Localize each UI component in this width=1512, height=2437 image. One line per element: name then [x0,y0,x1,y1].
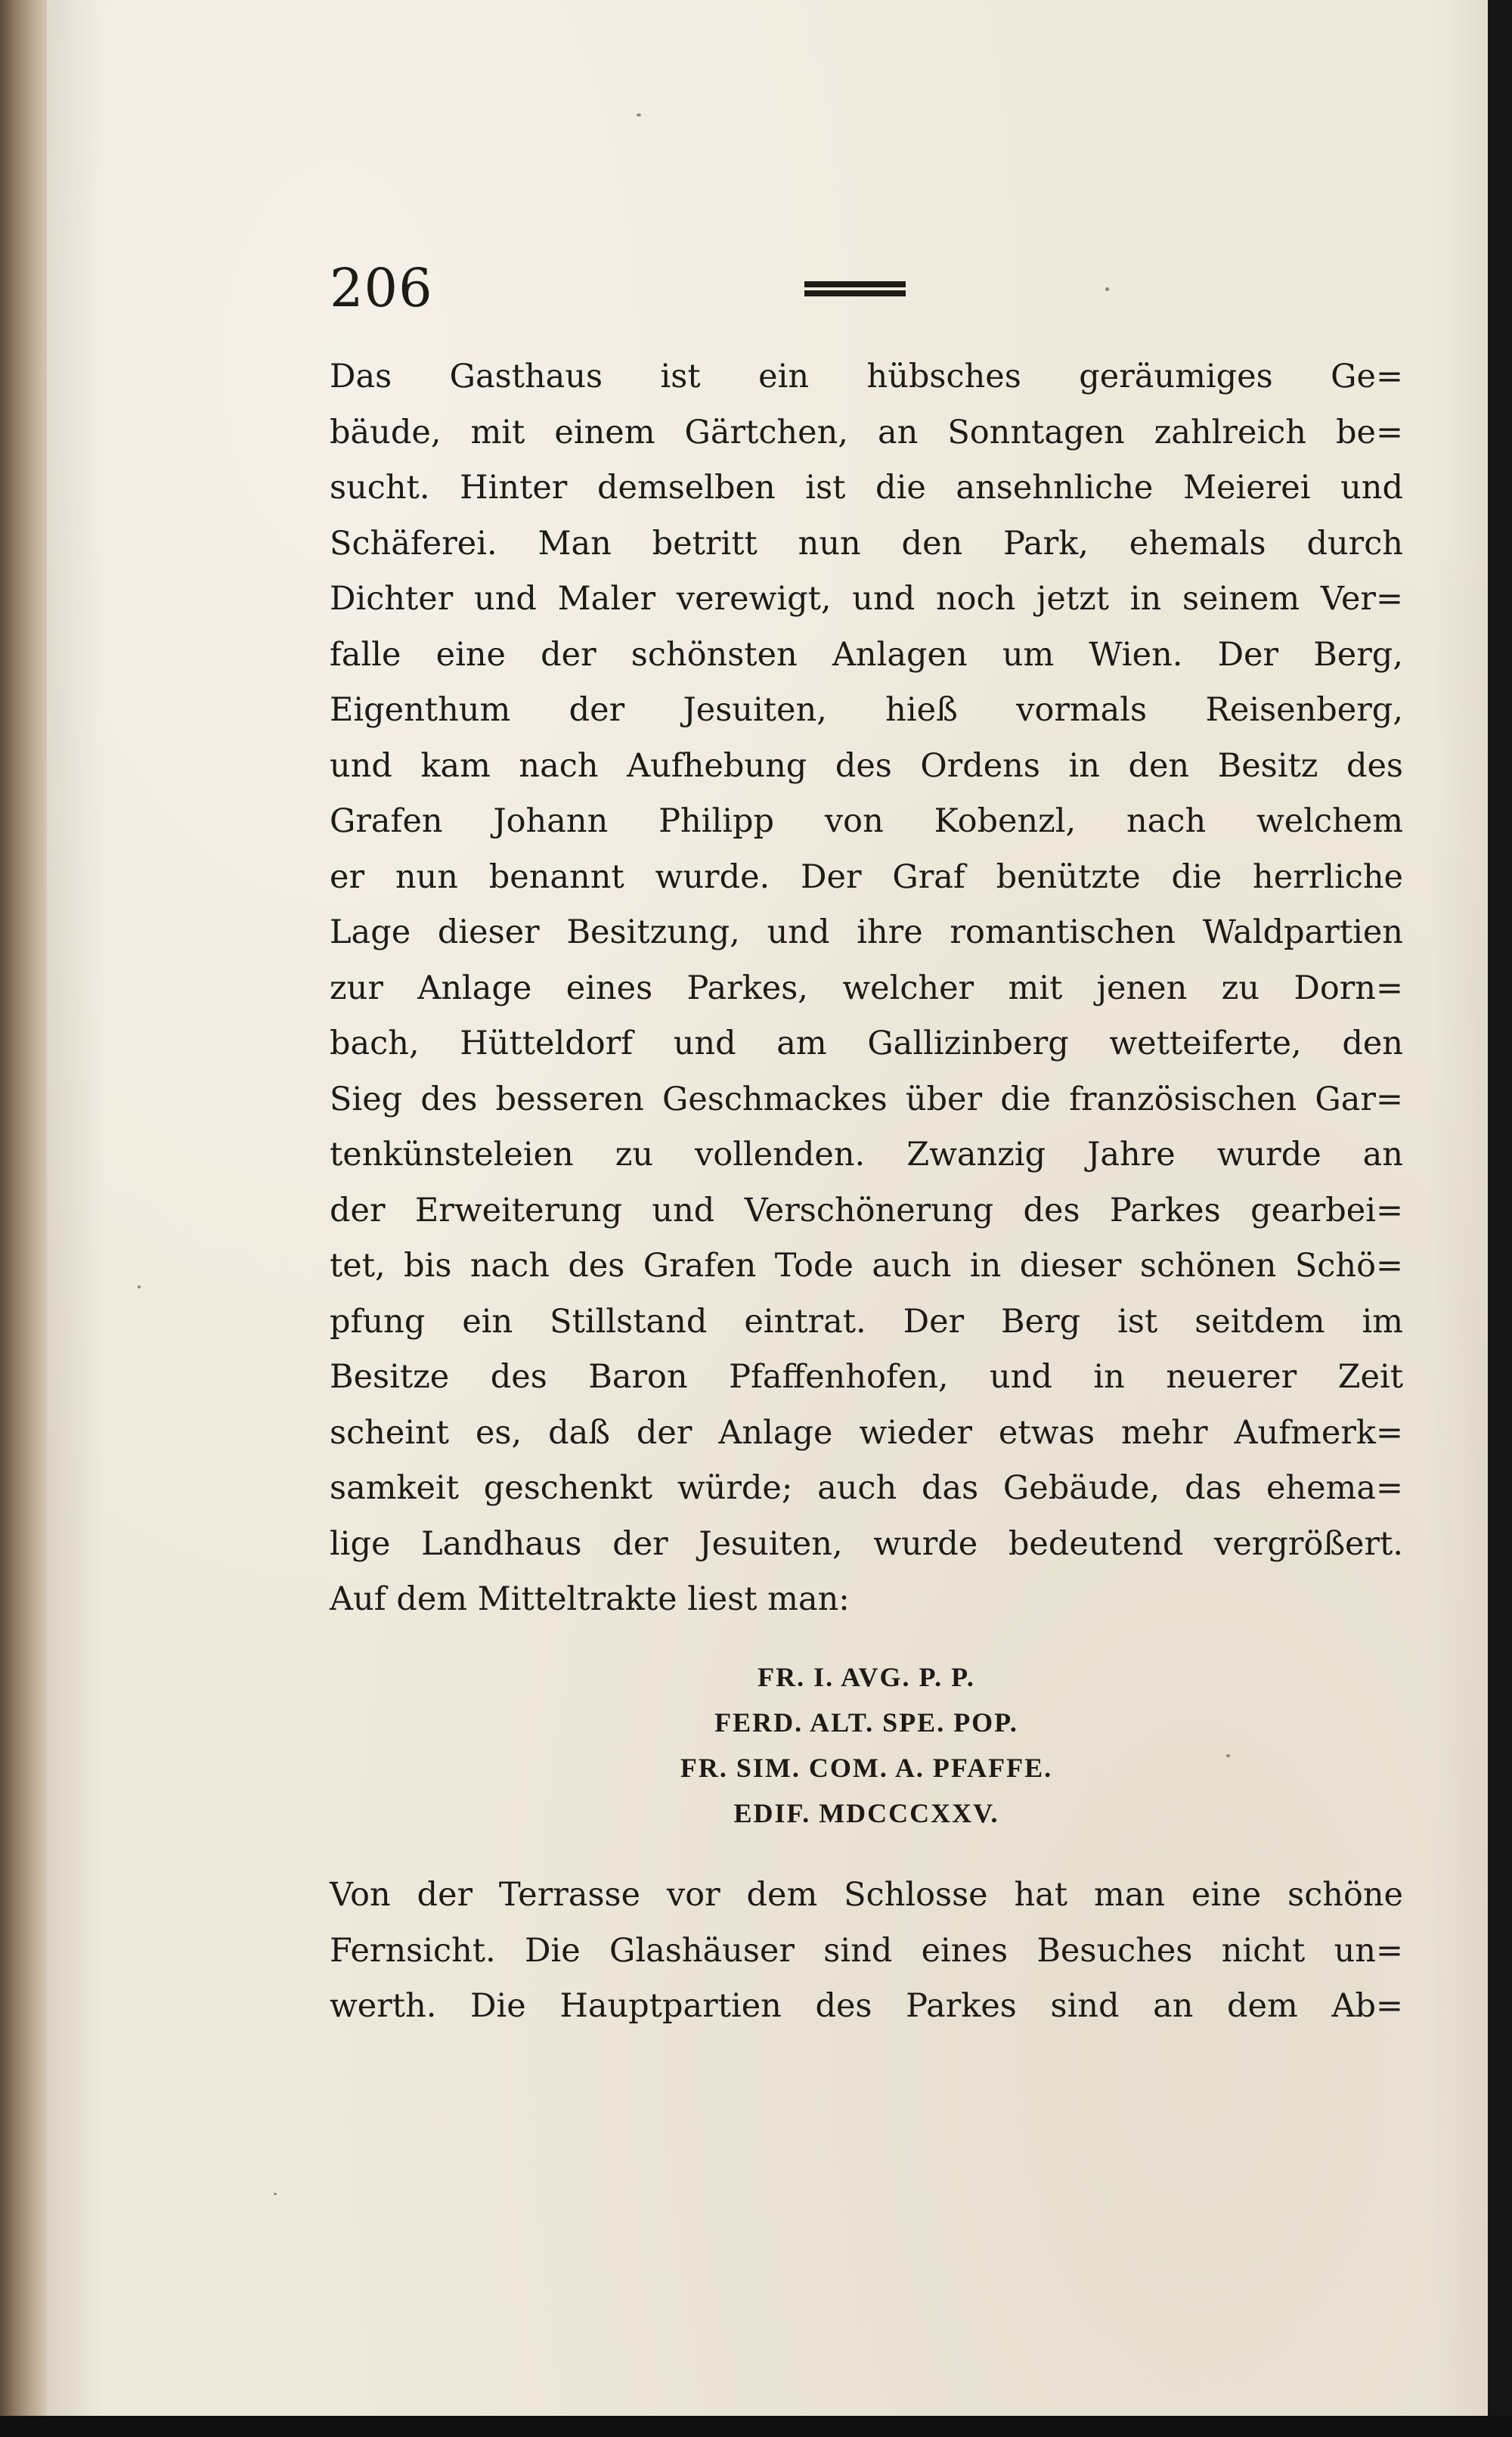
inscription-line: EDIF. MDCCCXXV. [733,1798,999,1828]
text-line: er nun benannt wurde. Der Graf benützte die herrliche [330,857,1403,896]
text-line: Besitze des Baron Pfaffenhofen, und in neuerer Zeit [330,1358,1403,1396]
text-line: Dichter und Maler verewigt, und noch jetzt in seinem Ver= [330,580,1403,618]
text-line: Das Gasthaus ist ein hübsches geräumiges Ge= [330,358,1403,395]
body-text-continued [330,1868,1403,2035]
text-line: Eigenthum der Jesuiten, hieß vormals Reisenberg, [330,691,1403,729]
text-line: Schäferei. Man betritt nun den Park, ehemals durch [330,524,1403,563]
text-line: scheint es, daß der Anlage wieder etwas mehr Aufmerk= [330,1413,1403,1452]
text-line: Grafen Johann Philipp von Kobenzl, nach welchem [330,802,1403,840]
text-line: und kam nach Aufhebung des Ordens in den Besitz des [330,746,1403,785]
text-line: Auf dem Mitteltrakte liest man: [330,1580,850,1618]
text-line: Sieg des besseren Geschmackes über die französischen Gar= [330,1080,1403,1118]
body-text [330,349,1403,1628]
inscription-line: FR. SIM. COM. A. PFAFFE. [680,1753,1053,1783]
text-line: der Erweiterung und Verschönerung des Parkes gearbei= [330,1191,1403,1229]
text-line: Von der Terrasse vor dem Schlosse hat man eine schöne [330,1876,1403,1914]
text-line: falle eine der schönsten Anlagen um Wien. Der Berg, [330,635,1403,674]
book-binding-edge [0,0,53,2437]
text-line: Lage dieser Besitzung, und ihre romantischen Waldpartien [330,913,1403,951]
text-line: tenkünsteleien zu vollenden. Zwanzig Jahre wurde an [330,1136,1403,1174]
text-line: samkeit geschenkt würde; auch das Gebäude, das ehema= [330,1469,1403,1507]
text-line: pfung ein Stillstand eintrat. Der Berg ist seitdem im [330,1302,1403,1341]
inscription-line: FERD. ALT. SPE. POP. [714,1707,1018,1738]
inscription-line: FR. I. AVG. P. P. [758,1662,975,1692]
page-number: 206 [330,257,433,319]
text-line: werth. Die Hauptpartien des Parkes sind an dem Ab= [330,1987,1403,2025]
text-line: lige Landhaus der Jesuiten, wurde bedeutend vergrößert. [330,1524,1403,1563]
text-line: zur Anlage eines Parkes, welcher mit jenen zu Dorn= [330,969,1403,1007]
page-header [330,257,1403,333]
header-rule [804,281,906,296]
text-line: tet, bis nach des Grafen Tode auch in dieser schönen Schö= [330,1247,1403,1285]
inscription [330,1654,1403,1836]
scan-right-edge [1488,0,1512,2437]
text-line: sucht. Hinter demselben ist die ansehnliche Meierei und [330,469,1403,507]
scan-bottom-edge [0,2416,1512,2437]
text-line: Fernsicht. Die Glashäuser sind eines Besuches nicht un= [330,1931,1403,1970]
text-line: bäude, mit einem Gärtchen, an Sonntagen zahlreich be= [330,413,1403,451]
text-line: bach, Hütteldorf und am Gallizinberg wetteiferte, den [330,1025,1403,1062]
